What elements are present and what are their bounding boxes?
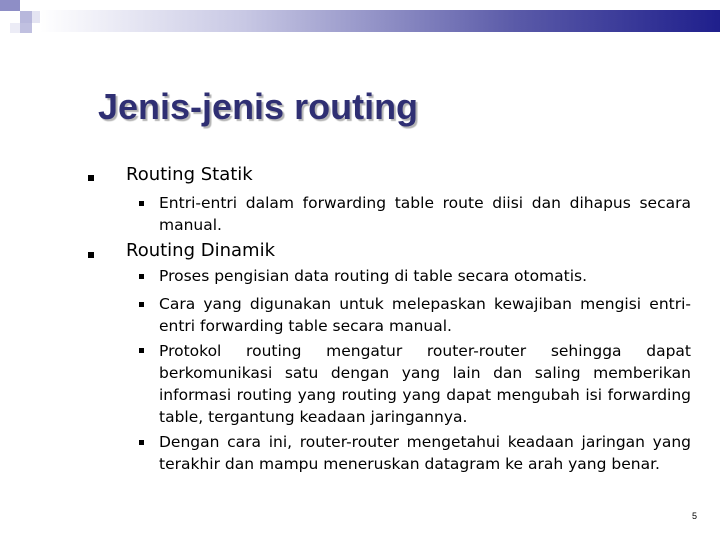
list-item: Protokol routing mengatur router-router sehingga dapat berkomunikasi satu dengan yang lain dan saling memberikan informasi routing yang routing yang dapat mengubah isi forwarding table, tergantung keadaan jaringannya.	[159, 342, 691, 426]
list-item: Dengan cara ini, router-router mengetahui keadaan jaringan yang terakhir dan mampu meneruskan datagram ke arah yang benar.	[159, 433, 691, 473]
slide-title: Jenis-jenis routing	[98, 86, 419, 127]
page-number: 5	[692, 511, 698, 521]
bullet-icon	[139, 440, 144, 445]
decor-square	[20, 0, 32, 11]
list-item: Cara yang digunakan untuk melepaskan kewajiban mengisi entri-entri forwarding table secara manual.	[159, 295, 691, 335]
section-heading-dynamic: Routing Dinamik	[126, 240, 275, 261]
list-item: Entri-entri dalam forwarding table route diisi dan dihapus secara manual.	[159, 194, 691, 234]
bullet-icon	[88, 175, 94, 181]
decor-square	[0, 11, 20, 23]
bullet-icon	[88, 252, 94, 258]
bullet-icon	[139, 201, 144, 206]
bullet-icon	[139, 302, 144, 307]
decor-square	[10, 23, 20, 33]
section-heading-static: Routing Statik	[126, 164, 253, 185]
decor-square	[0, 0, 20, 11]
decor-square	[20, 23, 32, 33]
bullet-icon	[139, 274, 144, 279]
list-item: Proses pengisian data routing di table secara otomatis.	[159, 267, 588, 285]
decor-square	[20, 11, 32, 23]
gradient-bar	[40, 10, 720, 32]
bullet-icon	[139, 348, 144, 353]
